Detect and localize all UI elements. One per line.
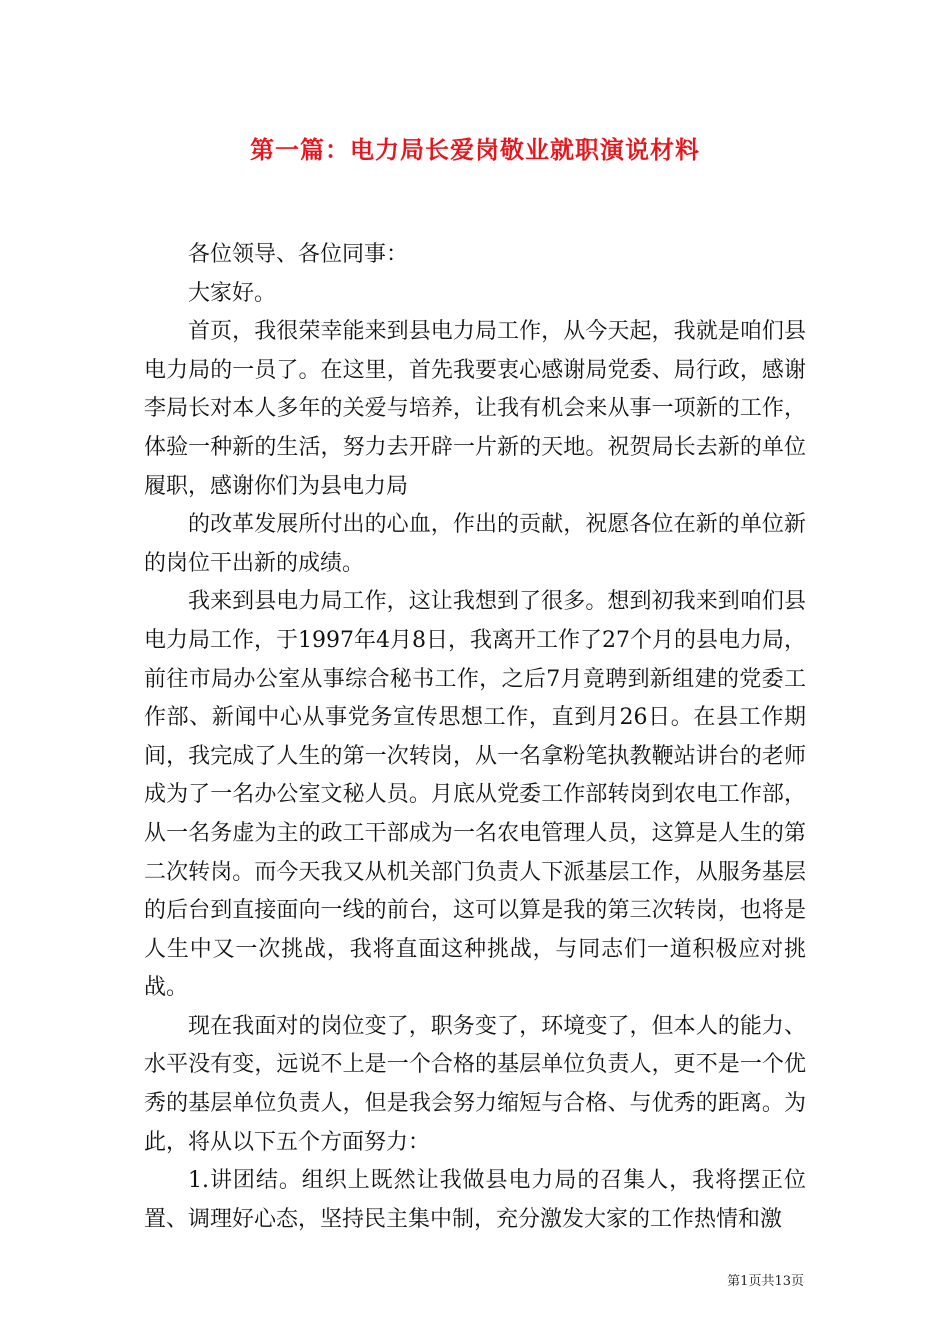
document-body [144,236,806,1239]
page-number: 第1页共13页 [727,1274,804,1289]
body-paragraph: 首页，我很荣幸能来到县电力局工作，从今天起，我就是咱们县电力局的一员了。在这里，首先我要衷心感谢局党委、局行政，感谢李局长对本人多年的关爱与培养，让我有机会来从事一项新的工作，体验一种新的生活，努力去开辟一片新的天地。祝贺局长去新的单位履职，感谢你们为县电力局 [144,319,806,499]
greeting-paragraph: 各位领导、各位同事： [188,242,409,267]
body-paragraph: 的改革发展所付出的心血，作出的贡献，祝愿各位在新的单位新的岗位干出新的成绩。 [144,512,806,576]
body-paragraph: 1.讲团结。组织上既然让我做县电力局的召集人，我将摆正位置、调理好心态，坚持民主集中制，充分激发大家的工作热情和激 [144,1168,806,1232]
hello-paragraph: 大家好。 [188,280,277,306]
document-title: 第一篇：电力局长爱岗敬业就职演说材料 [250,135,700,164]
body-paragraph: 我来到县电力局工作，这让我想到了很多。想到初我来到咱们县电力局工作，于1997年4月8日，我离开工作了27个月的县电力局，前往市局办公室从事综合秘书工作，之后7月竟聘到新组建的党委工作部、新闻中心从事党务宣传思想工作，直到月26日。在县工作期间，我完成了人生的第一次转岗，从一名拿粉笔执教鞭站讲台的老师成为了一名办公室文秘人员。月底从党委工作部转岗到农电工作部，从一名务虚为主的政工干部成为一名农电管理人员，这算是人生的第二次转岗。而今天我又从机关部门负责人下派基层工作，从服务基层的后台到直接面向一线的前台，这可以算是我的第三次转岗，也将是人生中又一次挑战，我将直面这种挑战，与同志们一道积极应对挑战。 [144,589,806,1001]
body-paragraph: 现在我面对的岗位变了，职务变了，环境变了，但本人的能力、水平没有变，远说不上是一个合格的基层单位负责人，更不是一个优秀的基层单位负责人，但是我会努力缩短与合格、与优秀的距离。为此，将从以下五个方面努力： [144,1013,806,1155]
